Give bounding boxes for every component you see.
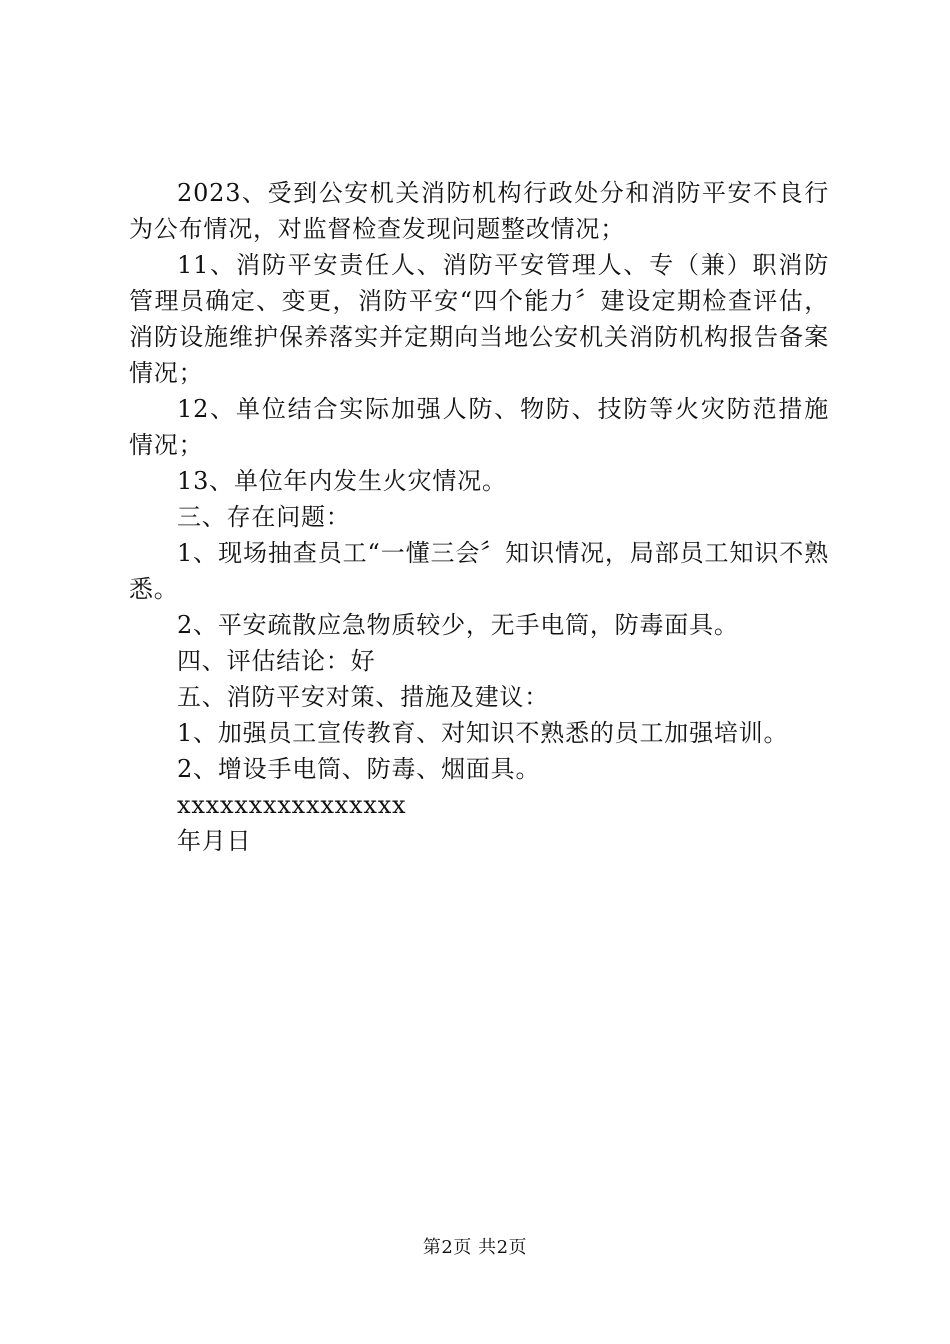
problem-item-1: 1、现场抽查员工“一懂三会〞知识情况，局部员工知识不熟悉。: [129, 539, 829, 603]
paragraph-item-2023: 2023、受到公安机关消防机构行政处分和消防平安不良行为公布情况，对监督检查发现问题整改情况；: [129, 179, 829, 243]
signature-placeholder: xxxxxxxxxxxxxxxx: [177, 791, 407, 819]
section-heading-conclusion: 四、评估结论：好: [177, 647, 376, 675]
measure-item-2: 2、增设手电筒、防毒、烟面具。: [177, 755, 541, 783]
section-heading-problems: 三、存在问题：: [177, 503, 351, 531]
problem-item-2: 2、平安疏散应急物质较少，无手电筒，防毒面具。: [177, 611, 739, 639]
section-heading-measures: 五、消防平安对策、措施及建议：: [177, 683, 549, 711]
paragraph-item-12: 12、单位结合实际加强人防、物防、技防等火灾防范措施情况；: [129, 395, 829, 459]
document-body: [129, 175, 829, 859]
date-placeholder: 年月日: [177, 827, 252, 855]
paragraph-item-11: 11、消防平安责任人、消防平安管理人、专（兼）职消防管理员确定、变更，消防平安“四个能力〞建设定期检查评估，消防设施维护保养落实并定期向当地公安机关消防机构报告备案情况；: [129, 251, 829, 387]
page-footer: 第2页 共2页: [422, 1237, 528, 1258]
measure-item-1: 1、加强员工宣传教育、对知识不熟悉的员工加强培训。: [177, 719, 789, 747]
paragraph-item-13: 13、单位年内发生火灾情况。: [177, 467, 507, 495]
